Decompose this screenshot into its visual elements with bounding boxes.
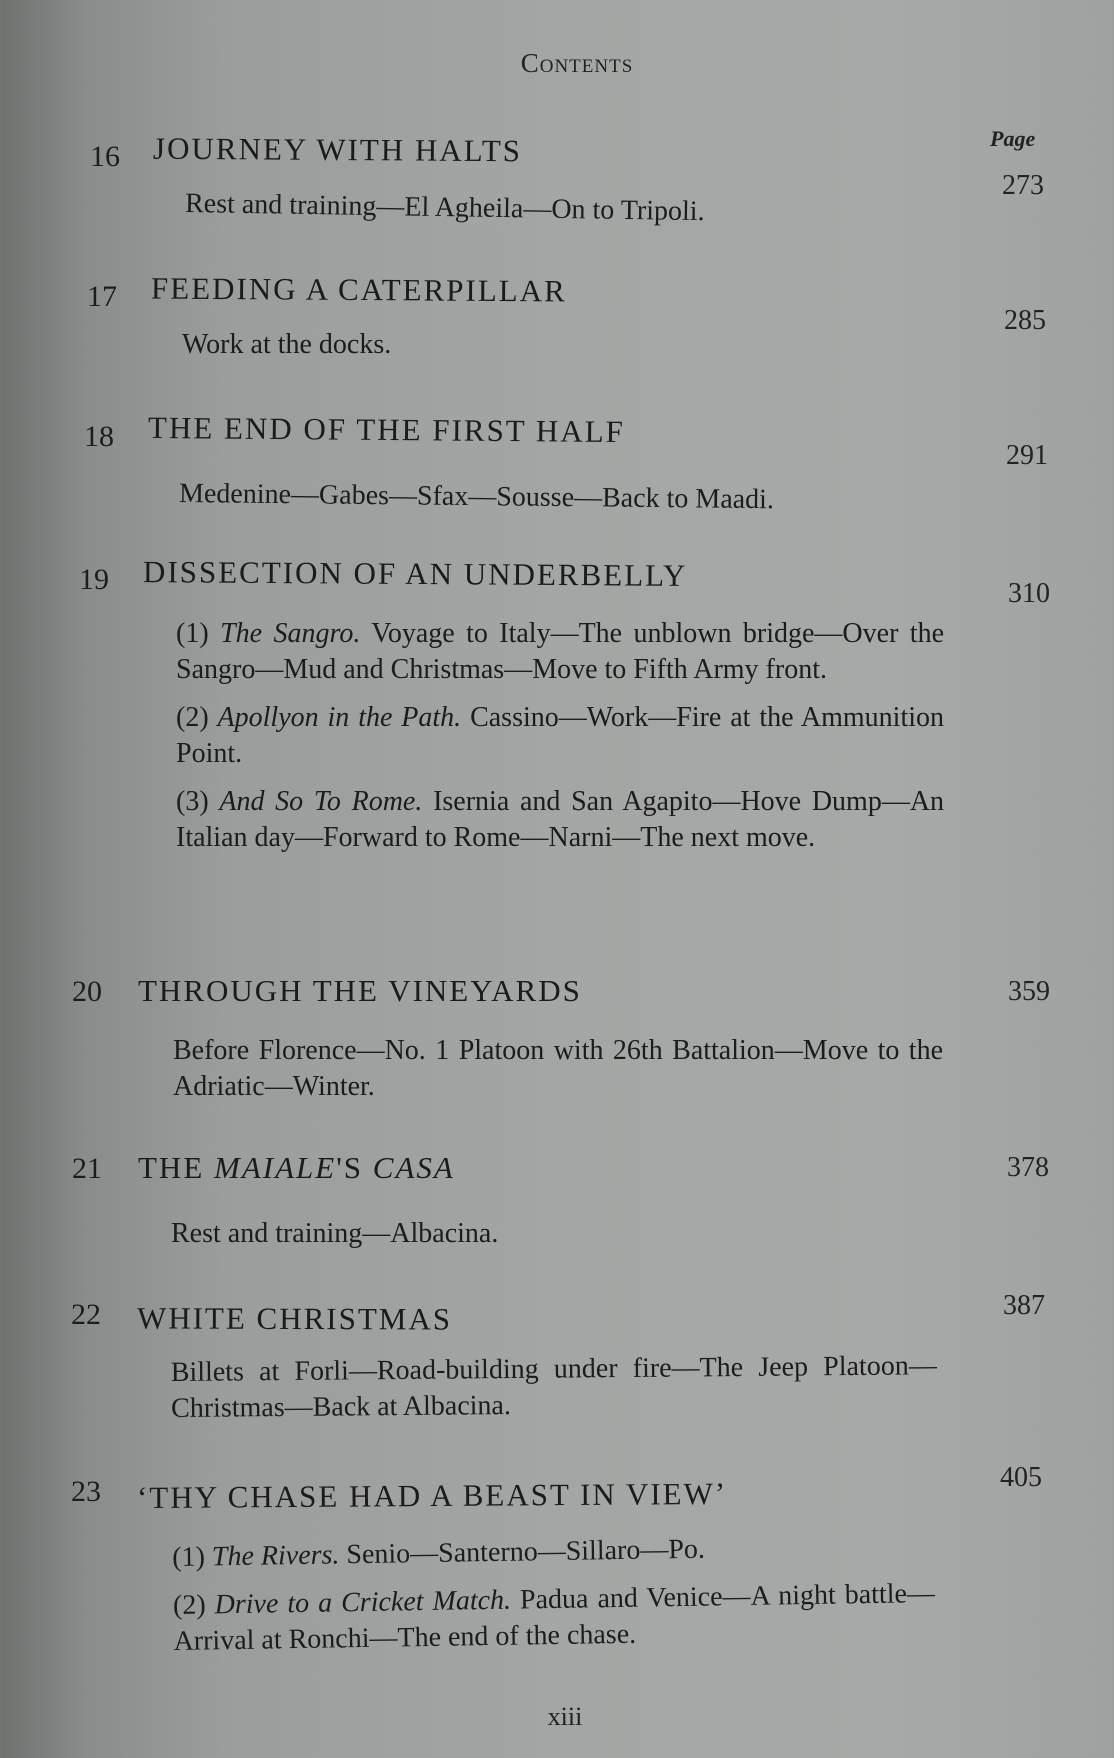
chapter-title: THE END OF THE FIRST HALF	[147, 409, 626, 450]
section-text: Padua and Venice—A night battle—Arrival at Ronchi—The end of the chase.	[173, 1578, 936, 1657]
chapter-page-number: 387	[1003, 1290, 1045, 1321]
title-part: 'S	[336, 1150, 373, 1185]
summary-text: Medenine—Gabes—Sfax—Sousse—Back to Maadi.	[178, 478, 775, 516]
chapter-summary	[179, 476, 949, 532]
chapter-number: 20	[72, 975, 102, 1008]
summary-section-1	[176, 616, 944, 688]
page-folio: xiii	[547, 1702, 583, 1731]
section-number: (1)	[171, 1541, 206, 1574]
section-text: Voyage to Italy—The unblown bridge—Over the Sangro—Mud and Christmas—Move to Fifth Army front.	[176, 618, 944, 685]
summary-text: Work at the docks.	[182, 329, 392, 360]
summary-text: Before Florence—No. 1 Platoon with 26th Battalion—Move to the Adriatic—Winter.	[173, 1035, 943, 1102]
title-part-italic: MAIALE	[214, 1150, 337, 1185]
chapter-title: ‘THY CHASE HAD A BEAST IN VIEW’	[136, 1475, 728, 1516]
summary-section-2	[176, 700, 944, 772]
chapter-summary	[171, 1348, 938, 1439]
chapter-summary	[173, 1033, 943, 1117]
chapter-number: 22	[71, 1298, 101, 1331]
chapter-number: 19	[79, 563, 109, 596]
title-part-italic: CASA	[372, 1150, 455, 1185]
summary-text: Billets at Forli—Road-building under fire—The Jeep Platoon—Christmas—Back at Albacina.	[170, 1350, 937, 1424]
page-heading: Contents	[520, 48, 634, 78]
section-number: (1)	[176, 618, 209, 649]
section-text: Cassino—Work—Fire at the Ammunition Point.	[176, 702, 944, 769]
chapter-number: 23	[71, 1475, 101, 1508]
section-number: (2)	[176, 702, 209, 733]
chapter-page-number: 291	[1006, 440, 1048, 471]
chapter-page-number: 273	[1002, 170, 1044, 201]
summary-section-1	[172, 1528, 934, 1576]
chapter-summary	[182, 327, 952, 375]
section-label: Drive to a Cricket Match.	[214, 1584, 512, 1621]
chapter-page-number: 285	[1004, 305, 1046, 336]
chapter-number: 18	[84, 420, 114, 453]
section-text: Isernia and San Agapito—Hove Dump—An Italian day—Forward to Rome—Narni—The next move.	[176, 786, 945, 853]
chapter-summary	[185, 186, 956, 246]
chapter-page-number: 405	[1000, 1462, 1042, 1493]
section-number: (3)	[176, 786, 209, 817]
chapter-summary	[171, 1216, 941, 1264]
chapter-title: JOURNEY WITH HALTS	[152, 130, 523, 169]
chapter-title: DISSECTION OF AN UNDERBELLY	[142, 554, 688, 593]
title-part: THE	[138, 1150, 215, 1185]
section-label: Apollyon in the Path.	[217, 702, 462, 733]
chapter-number: 16	[90, 140, 120, 173]
section-label: The Sangro.	[220, 618, 361, 649]
chapter-title: THROUGH THE VINEYARDS	[138, 973, 582, 1008]
section-label: The Rivers.	[211, 1539, 340, 1573]
chapter-page-number: 378	[1007, 1152, 1049, 1183]
section-label: And So To Rome.	[219, 786, 423, 817]
section-text: Senio—Santerno—Sillaro—Po.	[346, 1533, 706, 1571]
chapter-page-number: 359	[1008, 976, 1050, 1007]
page-column-label: Page	[990, 126, 1036, 151]
chapter-summary	[176, 616, 944, 868]
chapter-title: FEEDING A CATERPILLAR	[150, 270, 567, 309]
summary-text: Rest and training—Albacina.	[171, 1218, 499, 1249]
summary-section-3	[176, 784, 944, 856]
section-number: (2)	[172, 1589, 206, 1621]
chapter-summary	[172, 1528, 936, 1672]
summary-section-2	[173, 1576, 936, 1660]
summary-text: Rest and training—El Agheila—On to Tripoli.	[184, 188, 705, 228]
chapter-number: 17	[87, 280, 117, 313]
chapter-page-number: 310	[1008, 578, 1050, 609]
chapter-title: WHITE CHRISTMAS	[136, 1300, 453, 1337]
chapter-number: 21	[72, 1152, 102, 1185]
chapter-title	[138, 1150, 455, 1186]
